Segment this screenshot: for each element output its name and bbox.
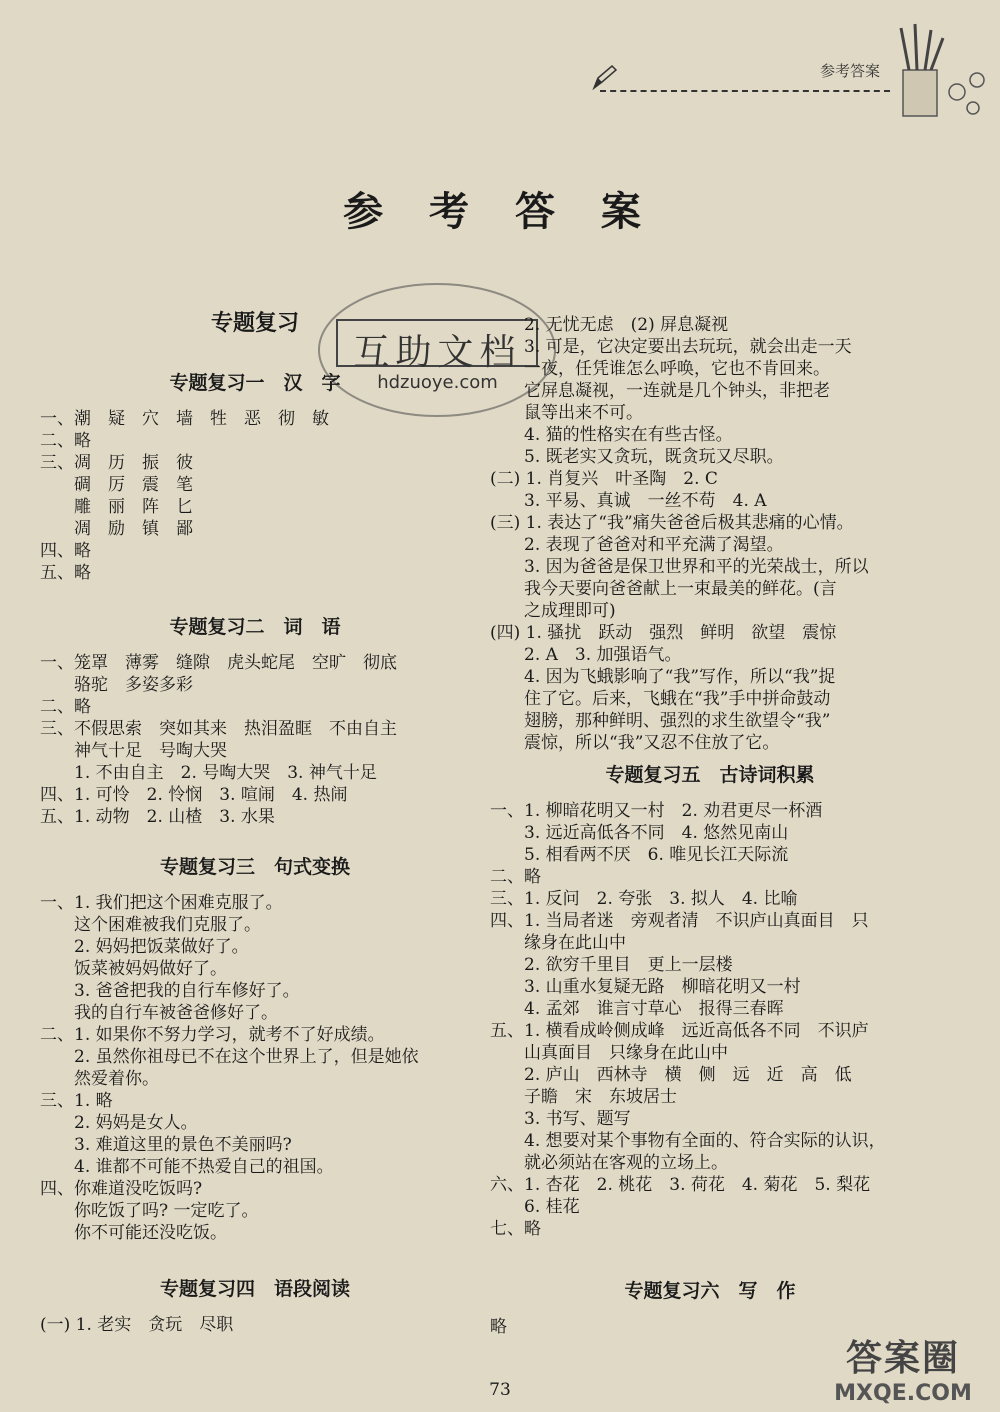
answer-line: 缘身在此山中 bbox=[490, 933, 626, 953]
answer-line: 一、1. 我们把这个困难克服了。 bbox=[40, 893, 283, 913]
answer-line: (二) 1. 肖复兴 叶圣陶 2. C bbox=[490, 469, 718, 489]
answer-line: 之成理即可) bbox=[490, 601, 616, 621]
answer-line: 五、略 bbox=[40, 563, 91, 583]
section-lines bbox=[40, 652, 470, 828]
answer-line: 2. 庐山 西林寺 横 侧 远 近 高 低 bbox=[490, 1065, 852, 1085]
answer-line: 我的自行车被爸爸修好了。 bbox=[40, 1003, 278, 1023]
answer-line: 雕 丽 阵 匕 bbox=[40, 497, 193, 517]
answer-line: 四、1. 可怜 2. 怜悯 3. 喧闹 4. 热闹 bbox=[40, 785, 348, 805]
page-header bbox=[590, 60, 890, 100]
answer-line: 2. 欲穷千里目 更上一层楼 bbox=[490, 955, 733, 975]
answer-line: 三、1. 略 bbox=[40, 1091, 113, 1111]
answer-line: 震惊，所以“我”又忍不住放了它。 bbox=[490, 733, 780, 753]
answer-line: 二、1. 如果你不努力学习，就考不了好成绩。 bbox=[40, 1025, 385, 1045]
answer-line: (四) 1. 骚扰 跃动 强烈 鲜明 欲望 震惊 bbox=[490, 623, 837, 643]
stamp-url: hdzuoye.com bbox=[377, 372, 498, 393]
answer-line: 四、1. 当局者迷 旁观者清 不识庐山真面目 只 bbox=[490, 911, 869, 931]
answer-line: 鼠等出来不可。 bbox=[490, 403, 643, 423]
answer-line: 1. 不由自主 2. 号啕大哭 3. 神气十足 bbox=[40, 763, 377, 783]
answer-line: 二、略 bbox=[40, 431, 91, 451]
answer-line: 3. 书写、题写 bbox=[490, 1109, 631, 1129]
answer-line: 4. 猫的性格实在有些古怪。 bbox=[490, 425, 733, 445]
answer-line: 3. 平易、真诚 一丝不苟 4. A bbox=[490, 491, 767, 511]
section-5 bbox=[490, 764, 930, 1240]
answer-line: 七、略 bbox=[490, 1219, 541, 1239]
header-dashed-line bbox=[600, 90, 890, 92]
answer-line: 5. 既老实又贪玩，既贪玩又尽职。 bbox=[490, 447, 784, 467]
answer-line: 我今天要向爸爸献上一束最美的鲜花。(言 bbox=[490, 579, 837, 599]
answer-line: 3. 难道这里的景色不美丽吗? bbox=[40, 1135, 292, 1155]
section-lines bbox=[40, 1314, 470, 1336]
page-number: 73 bbox=[489, 1380, 511, 1400]
answer-line: 饭菜被妈妈做好了。 bbox=[40, 959, 227, 979]
answer-line: 碉 厉 震 笔 bbox=[40, 475, 193, 495]
answer-line: 一、笼罩 薄雾 缝隙 虎头蛇尾 空旷 彻底 bbox=[40, 653, 397, 673]
answer-line: 骆驼 多姿多彩 bbox=[40, 675, 193, 695]
stamp-text: 互助文档 bbox=[353, 332, 522, 373]
answer-line: 就必须站在客观的立场上。 bbox=[490, 1153, 728, 1173]
answer-line: 3. 远近高低各不同 4. 悠然见南山 bbox=[490, 823, 789, 843]
header-label: 参考答案 bbox=[820, 62, 881, 80]
answer-line: 略 bbox=[490, 1317, 507, 1337]
logo-text: 答案圈 bbox=[845, 1337, 960, 1379]
answer-line: 子瞻 宋 东坡居士 bbox=[490, 1087, 677, 1107]
answer-line: 你吃饭了吗? 一定吃了。 bbox=[40, 1201, 259, 1221]
section-title: 专题复习六 写 作 bbox=[624, 1280, 796, 1302]
answer-line: 2. 无忧无虑 (2) 屏息凝视 bbox=[490, 315, 729, 335]
answer-line: 三、不假思索 突如其来 热泪盈眶 不由自主 bbox=[40, 719, 397, 739]
answer-line: 6. 桂花 bbox=[490, 1197, 580, 1217]
section-title: 专题复习一 汉 字 bbox=[169, 372, 341, 394]
answer-line: 4. 想要对某个事物有全面的、符合实际的认识， bbox=[490, 1131, 886, 1151]
answer-line: 3. 可是，它决定要出去玩玩，就会出走一天 bbox=[490, 337, 852, 357]
answer-line: 2. 妈妈把饭菜做好了。 bbox=[40, 937, 249, 957]
section-4 bbox=[40, 1278, 470, 1336]
answer-line: 住了它。后来，飞蛾在“我”手中拼命鼓动 bbox=[490, 689, 831, 709]
section-lines bbox=[490, 800, 930, 1240]
answer-line: 2. 妈妈是女人。 bbox=[40, 1113, 198, 1133]
section-lines bbox=[40, 408, 470, 584]
answer-line: 一、1. 柳暗花明又一村 2. 劝君更尽一杯酒 bbox=[490, 801, 823, 821]
section-3 bbox=[40, 856, 470, 1244]
answer-line: 3. 爸爸把我的自行车修好了。 bbox=[40, 981, 300, 1001]
answer-line: (一) 1. 老实 贪玩 尽职 bbox=[40, 1315, 234, 1335]
answer-line: 3. 山重水复疑无路 柳暗花明又一村 bbox=[490, 977, 801, 997]
answer-line: 四、你难道没吃饭吗? bbox=[40, 1179, 203, 1199]
answer-line: 五、1. 动物 2. 山楂 3. 水果 bbox=[40, 807, 275, 827]
answer-line: 4. 孟郊 谁言寸草心 报得三春晖 bbox=[490, 999, 784, 1019]
answer-line: 4. 谁都不可能不热爱自己的祖国。 bbox=[40, 1157, 334, 1177]
section-lines bbox=[40, 892, 470, 1244]
pencil-cup-icon bbox=[885, 20, 995, 130]
section-lines bbox=[490, 314, 930, 754]
answer-line: 4. 因为飞蛾影响了“我”写作，所以“我”捉 bbox=[490, 667, 836, 687]
answer-line: 一夜，任凭谁怎么呼唤，它也不肯回来。 bbox=[490, 359, 830, 379]
left-heading: 专题复习 bbox=[210, 310, 299, 336]
answer-line: 你不可能还没吃饭。 bbox=[40, 1223, 227, 1243]
answer-line: (三) 1. 表达了“我”痛失爸爸后极其悲痛的心情。 bbox=[490, 513, 854, 533]
logo-url: MXQE.COM bbox=[834, 1381, 972, 1406]
section-4-continued bbox=[490, 314, 930, 754]
answer-line: 凋 励 镇 鄙 bbox=[40, 519, 193, 539]
section-title: 专题复习四 语段阅读 bbox=[159, 1278, 350, 1300]
answer-line: 2. 表现了爸爸对和平充满了渴望。 bbox=[490, 535, 784, 555]
answer-line: 四、略 bbox=[40, 541, 91, 561]
answer-line: 一、潮 疑 穴 墙 牲 恶 彻 敏 bbox=[40, 409, 329, 429]
section-2 bbox=[40, 616, 470, 828]
answer-line: 山真面目 只缘身在此山中 bbox=[490, 1043, 728, 1063]
section-1 bbox=[40, 372, 470, 584]
page-title: 参 考 答 案 bbox=[343, 188, 657, 235]
section-title: 专题复习二 词 语 bbox=[169, 616, 341, 638]
answer-line: 这个困难被我们克服了。 bbox=[40, 915, 261, 935]
answer-line: 5. 相看两不厌 6. 唯见长江天际流 bbox=[490, 845, 789, 865]
answer-line: 神气十足 号啕大哭 bbox=[40, 741, 227, 761]
section-title: 专题复习三 句式变换 bbox=[159, 856, 350, 878]
answer-line: 它屏息凝视，一连就是几个钟头，非把老 bbox=[490, 381, 830, 401]
section-title: 专题复习五 古诗词积累 bbox=[605, 764, 815, 786]
answer-line: 三、1. 反问 2. 夸张 3. 拟人 4. 比喻 bbox=[490, 889, 798, 909]
answer-line: 三、凋 历 振 彼 bbox=[40, 453, 193, 473]
answer-line: 二、略 bbox=[490, 867, 541, 887]
answer-line: 2. A 3. 加强语气。 bbox=[490, 645, 682, 665]
answer-line: 翅膀，那种鲜明、强烈的求生欲望令“我” bbox=[490, 711, 831, 731]
site-logo bbox=[818, 1330, 988, 1405]
answer-line: 2. 虽然你祖母已不在这个世界上了，但是她依 bbox=[40, 1047, 419, 1067]
answer-line: 六、1. 杏花 2. 桃花 3. 荷花 4. 菊花 5. 梨花 bbox=[490, 1175, 871, 1195]
answer-line: 二、略 bbox=[40, 697, 91, 717]
answer-line: 然爱着你。 bbox=[40, 1069, 159, 1089]
answer-line: 3. 因为爸爸是保卫世界和平的光荣战士，所以 bbox=[490, 557, 869, 577]
answer-line: 五、1. 横看成岭侧成峰 远近高低各不同 不识庐 bbox=[490, 1021, 869, 1041]
